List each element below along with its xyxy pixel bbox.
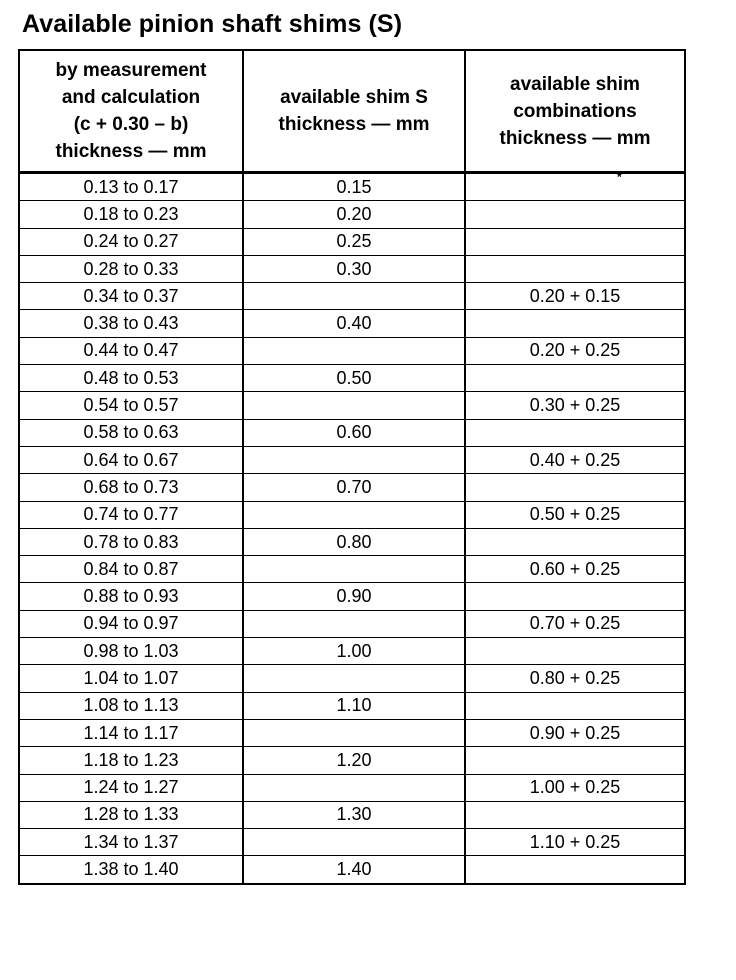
header-measurement-line: (c + 0.30 – b) [73, 114, 189, 135]
combination-cell: 0.30 + 0.25 [465, 392, 685, 419]
table-row [19, 610, 685, 637]
asterisk-mark: * [617, 170, 622, 184]
shim-cell: 0.80 [243, 528, 465, 555]
combination-cell: 0.70 + 0.25 [465, 610, 685, 637]
shim-cell [243, 283, 465, 310]
shim-cell [243, 610, 465, 637]
combination-cell: 1.00 + 0.25 [465, 774, 685, 801]
header-shim-combinations-line: combinations [513, 100, 637, 122]
range-cell: 1.04 to 1.07 [19, 665, 243, 692]
range-cell: 0.68 to 0.73 [19, 474, 243, 501]
combination-cell [465, 173, 685, 201]
table-row [19, 501, 685, 528]
combination-cell [465, 310, 685, 337]
shim-cell [243, 719, 465, 746]
table-row [19, 856, 685, 884]
header-measurement [19, 50, 243, 173]
table-row [19, 201, 685, 228]
shim-cell: 1.40 [243, 856, 465, 884]
shim-table [18, 49, 686, 885]
range-cell: 0.44 to 0.47 [19, 337, 243, 364]
table-row [19, 419, 685, 446]
header-measurement-line: and calculation [61, 87, 201, 108]
header-shim-combinations [465, 50, 685, 173]
shim-cell [243, 501, 465, 528]
shim-cell: 0.50 [243, 365, 465, 392]
combination-cell [465, 856, 685, 884]
range-cell: 1.18 to 1.23 [19, 747, 243, 774]
table-row [19, 801, 685, 828]
range-cell: 0.64 to 0.67 [19, 446, 243, 473]
table-row [19, 692, 685, 719]
page-title: Available pinion shaft shims (S) [22, 10, 403, 38]
table-row [19, 228, 685, 255]
combination-cell [465, 365, 685, 392]
header-shim-combinations-line: thickness — mm [499, 127, 651, 149]
table-row [19, 255, 685, 282]
combination-cell [465, 747, 685, 774]
table-row [19, 638, 685, 665]
shim-cell: 1.10 [243, 692, 465, 719]
combination-cell [465, 528, 685, 555]
table-row [19, 283, 685, 310]
combination-cell [465, 801, 685, 828]
table-row [19, 474, 685, 501]
shim-cell [243, 337, 465, 364]
header-measurement-line: thickness — mm [55, 141, 207, 162]
range-cell: 0.54 to 0.57 [19, 392, 243, 419]
combination-cell [465, 255, 685, 282]
range-cell: 0.18 to 0.23 [19, 201, 243, 228]
table-row [19, 829, 685, 856]
shim-cell [243, 774, 465, 801]
range-cell: 0.98 to 1.03 [19, 638, 243, 665]
table-row [19, 747, 685, 774]
shim-cell [243, 829, 465, 856]
shim-cell: 0.40 [243, 310, 465, 337]
range-cell: 1.34 to 1.37 [19, 829, 243, 856]
table-row [19, 583, 685, 610]
table-row [19, 337, 685, 364]
table-row [19, 528, 685, 555]
combination-cell [465, 419, 685, 446]
range-cell: 0.78 to 0.83 [19, 528, 243, 555]
shim-cell [243, 665, 465, 692]
table-row [19, 173, 685, 201]
combination-cell [465, 583, 685, 610]
table-row [19, 392, 685, 419]
range-cell: 1.28 to 1.33 [19, 801, 243, 828]
shim-cell: 0.15 [243, 173, 465, 201]
range-cell: 0.58 to 0.63 [19, 419, 243, 446]
table-row [19, 665, 685, 692]
range-cell: 0.88 to 0.93 [19, 583, 243, 610]
range-cell: 0.84 to 0.87 [19, 556, 243, 583]
combination-cell [465, 201, 685, 228]
shim-cell [243, 392, 465, 419]
combination-cell: 0.40 + 0.25 [465, 446, 685, 473]
header-shim-combinations-line: available shim [510, 73, 640, 95]
combination-cell [465, 474, 685, 501]
range-cell: 1.08 to 1.13 [19, 692, 243, 719]
combination-cell: 0.80 + 0.25 [465, 665, 685, 692]
shim-cell: 0.90 [243, 583, 465, 610]
range-cell: 0.38 to 0.43 [19, 310, 243, 337]
combination-cell [465, 692, 685, 719]
table-row [19, 446, 685, 473]
shim-cell: 0.70 [243, 474, 465, 501]
combination-cell: 1.10 + 0.25 [465, 829, 685, 856]
table-row [19, 719, 685, 746]
shim-cell [243, 556, 465, 583]
combination-cell: 0.20 + 0.25 [465, 337, 685, 364]
header-measurement-line: by measurement [55, 60, 207, 81]
range-cell: 0.74 to 0.77 [19, 501, 243, 528]
range-cell: 1.14 to 1.17 [19, 719, 243, 746]
combination-cell: 0.90 + 0.25 [465, 719, 685, 746]
range-cell: 0.34 to 0.37 [19, 283, 243, 310]
shim-cell [243, 446, 465, 473]
header-available-shim-line: thickness — mm [278, 114, 430, 135]
header-row [19, 50, 685, 173]
combination-cell [465, 228, 685, 255]
combination-cell: 0.20 + 0.15 [465, 283, 685, 310]
table-row [19, 310, 685, 337]
combination-cell: 0.50 + 0.25 [465, 501, 685, 528]
shim-cell: 0.30 [243, 255, 465, 282]
table-row [19, 556, 685, 583]
range-cell: 1.38 to 1.40 [19, 856, 243, 884]
range-cell: 0.48 to 0.53 [19, 365, 243, 392]
shim-cell: 1.00 [243, 638, 465, 665]
table-row [19, 774, 685, 801]
header-available-shim-line: available shim S [280, 87, 428, 108]
range-cell: 0.24 to 0.27 [19, 228, 243, 255]
shim-cell: 1.20 [243, 747, 465, 774]
header-available-shim [243, 50, 465, 173]
shim-cell: 0.25 [243, 228, 465, 255]
table-row [19, 365, 685, 392]
shim-cell: 0.60 [243, 419, 465, 446]
shim-cell: 1.30 [243, 801, 465, 828]
range-cell: 0.28 to 0.33 [19, 255, 243, 282]
range-cell: 0.13 to 0.17 [19, 173, 243, 201]
combination-cell: 0.60 + 0.25 [465, 556, 685, 583]
range-cell: 0.94 to 0.97 [19, 610, 243, 637]
combination-cell [465, 638, 685, 665]
range-cell: 1.24 to 1.27 [19, 774, 243, 801]
shim-cell: 0.20 [243, 201, 465, 228]
